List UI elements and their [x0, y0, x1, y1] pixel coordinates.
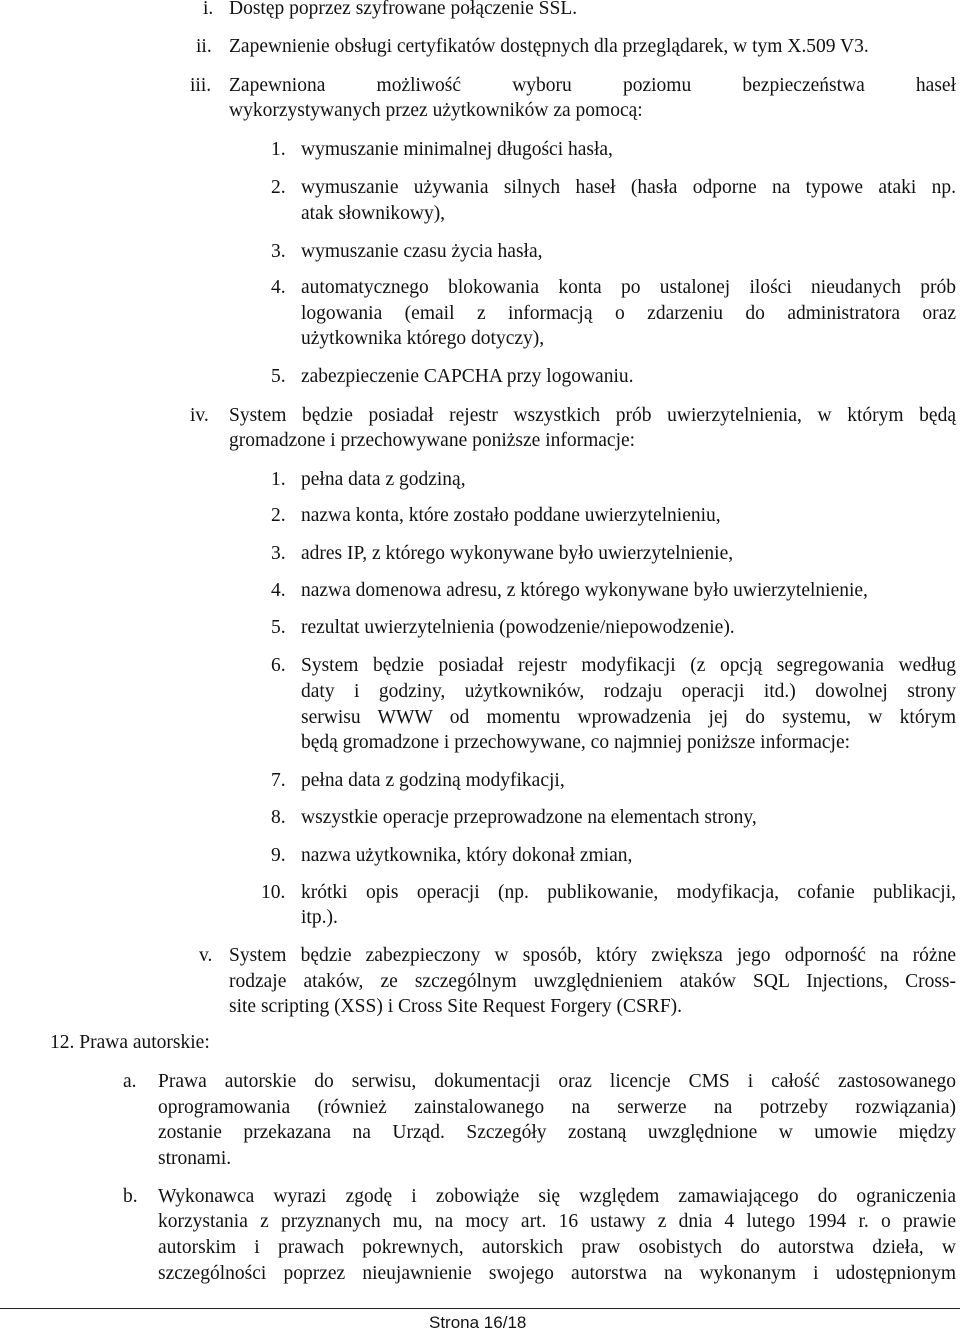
list-text-line: użytkownika którego dotyczy),	[301, 328, 545, 349]
list-marker: 3.	[271, 241, 286, 262]
list-text-line: rezultat uwierzytelnienia (powodzenie/niepowodzenie).	[301, 617, 735, 638]
list-marker: 6.	[271, 655, 286, 676]
list-text-line: Prawa autorskie do serwisu, dokumentacji oraz licencje CMS i całość zastosowanego	[158, 1071, 956, 1092]
list-text-line: System będzie posiadał rejestr wszystkich prób uwierzytelnienia, w którym będą	[229, 405, 956, 426]
list-text-line: serwisu WWW od momentu wprowadzenia jej do systemu, w którym	[301, 707, 956, 728]
list-text-line: System będzie zabezpieczony w sposób, który zwiększa jego odporność na różne	[229, 945, 956, 966]
list-marker: 10.	[261, 882, 286, 903]
list-text-line: szczególności poprzez nieujawnienie swojego autorstwa na wykonanym i udostępnionym	[158, 1263, 956, 1284]
section-heading: 12. Prawa autorskie:	[50, 1032, 210, 1053]
list-text-line: wymuszanie używania silnych haseł (hasła odporne na typowe ataki np.	[301, 177, 956, 198]
page-number: Strona 16/18	[429, 1313, 527, 1332]
list-text-line: nazwa użytkownika, który dokonał zmian,	[301, 845, 633, 866]
list-text-line: oprogramowania (również zainstalowanego na serwerze na potrzeby rozwiązania)	[158, 1097, 956, 1118]
list-text-line: daty i godziny, użytkowników, rodzaju operacji itd.) dowolnej strony	[301, 681, 956, 702]
list-marker: 1.	[271, 469, 286, 490]
list-text-line: zabezpieczenie CAPCHA przy logowaniu.	[301, 366, 634, 387]
list-marker: iii.	[190, 75, 212, 96]
list-marker: 1.	[271, 139, 286, 160]
list-text-line: będą gromadzone i przechowywane, co najmniej poniższe informacje:	[301, 732, 851, 753]
list-marker: v.	[199, 945, 213, 966]
list-marker: i.	[203, 0, 214, 19]
list-text-line: rodzaje ataków, ze szczególnym uwzględnieniem ataków SQL Injections, Cross-	[229, 971, 956, 992]
list-text-line: wymuszanie minimalnej długości hasła,	[301, 139, 613, 160]
list-marker: 5.	[271, 617, 286, 638]
list-text-line: wykorzystywanych przez użytkowników za pomocą:	[229, 100, 643, 121]
list-marker: 2.	[271, 505, 286, 526]
list-marker: 7.	[271, 770, 286, 791]
list-marker: 9.	[271, 845, 286, 866]
list-marker: ii.	[196, 36, 212, 57]
list-marker: 4.	[271, 277, 286, 298]
list-text-line: stronami.	[158, 1148, 232, 1169]
list-text-line: site scripting (XSS) i Cross Site Request Forgery (CSRF).	[229, 996, 683, 1017]
list-text-line: System będzie posiadał rejestr modyfikacji (z opcją segregowania według	[301, 655, 956, 676]
list-marker: a.	[123, 1071, 137, 1092]
list-text-line: krótki opis operacji (np. publikowanie, modyfikacja, cofanie publikacji,	[301, 882, 956, 903]
list-text-line: pełna data z godziną modyfikacji,	[301, 770, 565, 791]
list-text-line: wymuszanie czasu życia hasła,	[301, 241, 543, 262]
list-marker: 4.	[271, 580, 286, 601]
list-text-line: nazwa konta, które zostało poddane uwierzytelnieniu,	[301, 505, 721, 526]
list-marker: b.	[123, 1186, 138, 1207]
list-text-line: automatycznego blokowania konta po ustalonej ilości nieudanych prób	[301, 277, 956, 298]
list-marker: 3.	[271, 543, 286, 564]
list-text-line: logowania (email z informacją o zdarzeniu do administratora oraz	[301, 303, 956, 324]
list-marker: 8.	[271, 807, 286, 828]
list-text-line: pełna data z godziną,	[301, 469, 466, 490]
list-marker: iv.	[190, 405, 209, 426]
list-marker: 5.	[271, 366, 286, 387]
footer-divider	[0, 1308, 960, 1309]
list-text-line: Wykonawca wyrazi zgodę i zobowiąże się względem zamawiającego do ograniczenia	[158, 1186, 956, 1207]
list-text-line: gromadzone i przechowywane poniższe informacje:	[229, 430, 636, 451]
list-text-line: atak słownikowy),	[301, 203, 446, 224]
list-text-line: korzystania z przyznanych mu, na mocy art. 16 ustawy z dnia 4 lutego 1994 r. o prawie	[158, 1211, 956, 1232]
list-text-line: wszystkie operacje przeprowadzone na elementach strony,	[301, 807, 757, 828]
list-text-line: Dostęp poprzez szyfrowane połączenie SSL.	[229, 0, 578, 19]
list-marker: 2.	[271, 177, 286, 198]
list-text-line: adres IP, z którego wykonywane było uwierzytelnienie,	[301, 543, 734, 564]
list-text-line: itp.).	[301, 907, 338, 928]
list-text-line: zostanie przekazana na Urząd. Szczegóły zostaną uwzględnione w umowie między	[158, 1122, 956, 1143]
list-text-line: Zapewnienie obsługi certyfikatów dostępnych dla przeglądarek, w tym X.509 V3.	[229, 36, 869, 57]
list-text-line: autorskim i prawach pokrewnych, autorskich praw osobistych do autorstwa dzieła, w	[158, 1237, 956, 1258]
list-text-line: Zapewniona możliwość wyboru poziomu bezpieczeństwa haseł	[229, 75, 956, 96]
list-text-line: nazwa domenowa adresu, z którego wykonywane było uwierzytelnienie,	[301, 580, 868, 601]
